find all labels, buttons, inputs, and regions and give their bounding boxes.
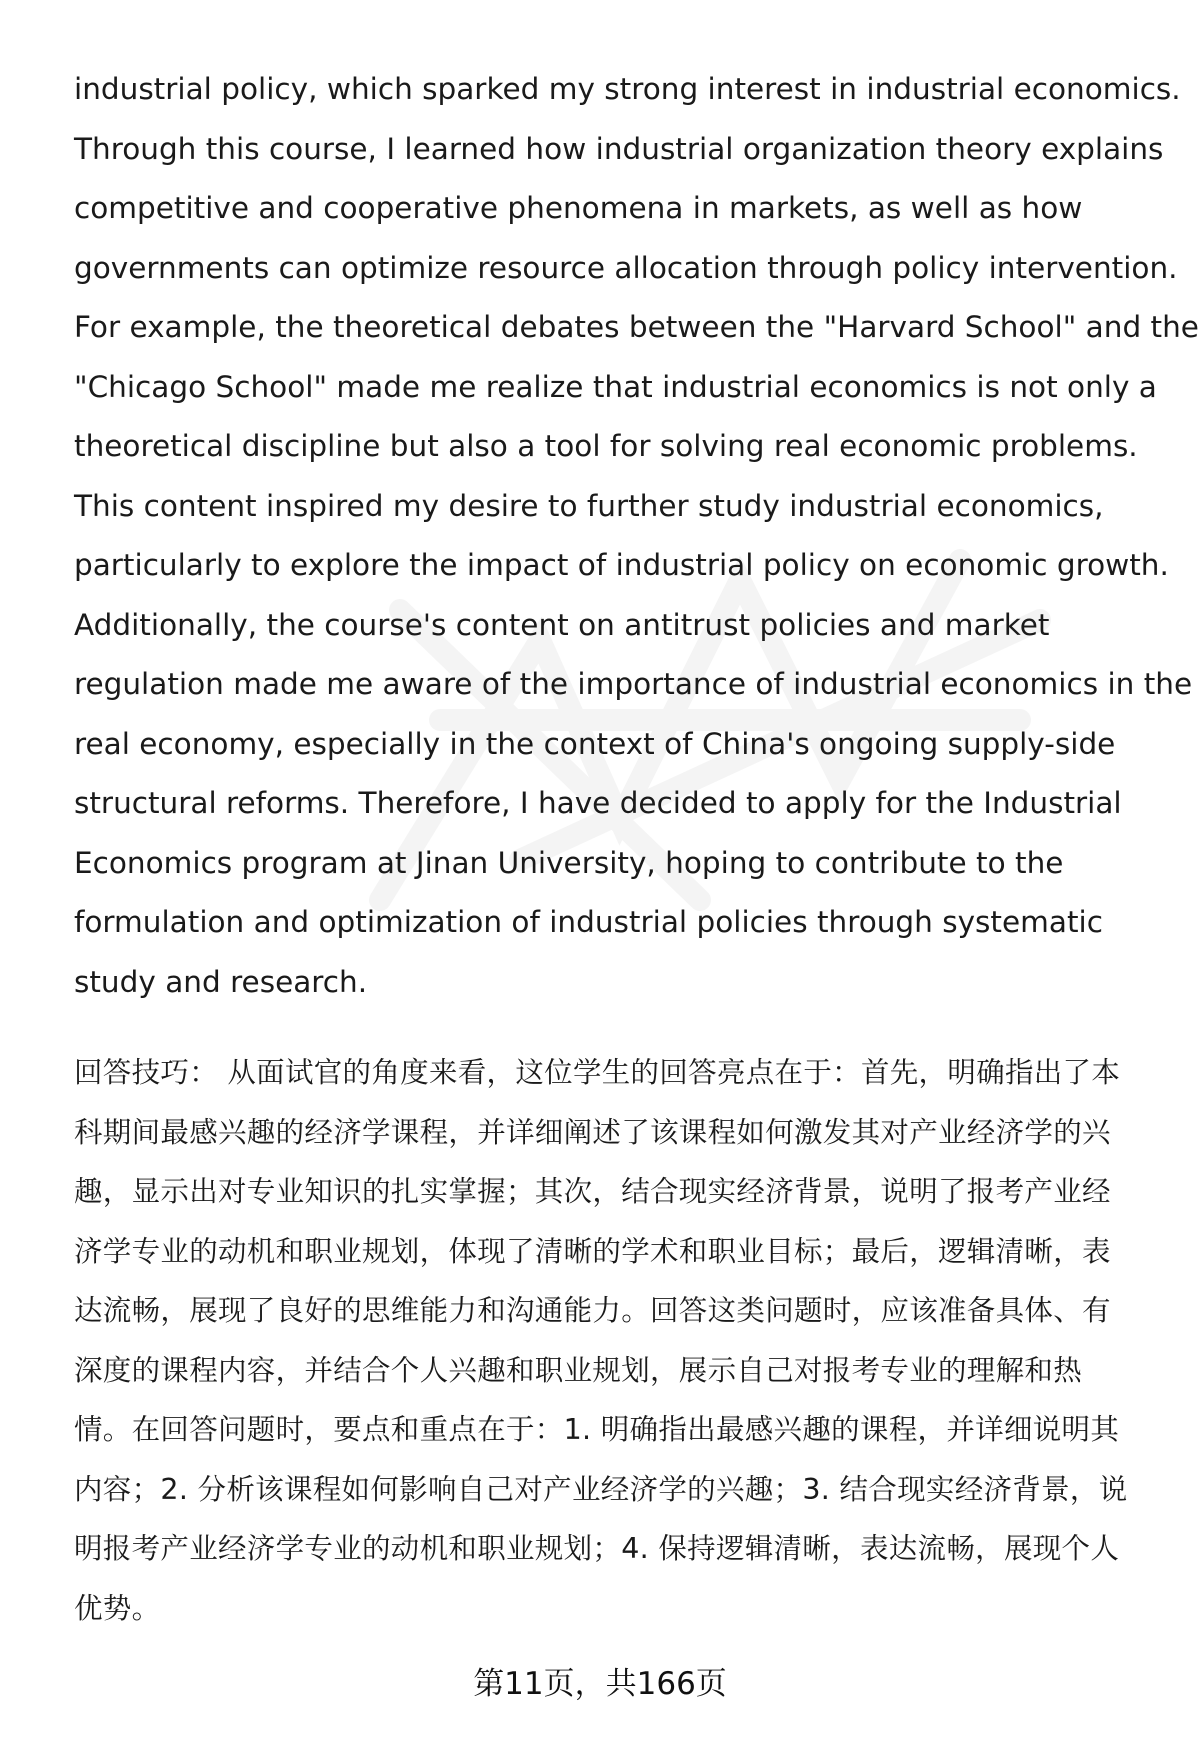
answer-line: real economy, especially in the context of China's ongoing supply-side xyxy=(74,726,1116,761)
tips-line: 科期间最感兴趣的经济学课程，并详细阐述了该课程如何激发其对产业经济学的兴 xyxy=(74,1115,1111,1149)
tips-line: 深度的课程内容，并结合个人兴趣和职业规划，展示自己对报考专业的理解和热 xyxy=(74,1353,1083,1387)
tips-line: 明报考产业经济学专业的动机和职业规划；4. 保持逻辑清晰，表达流畅，展现个人 xyxy=(74,1532,1120,1565)
answer-tips-paragraph xyxy=(74,1043,1154,1638)
answer-line: regulation made me aware of the importance of industrial economics in the xyxy=(74,667,1193,701)
answer-text-block xyxy=(74,60,1199,1012)
answer-line: "Chicago School" made me realize that industrial economics is not only a xyxy=(74,369,1157,404)
answer-line: governments can optimize resource allocation through policy intervention. xyxy=(74,250,1178,285)
answer-line: Through this course, I learned how industrial organization theory explains xyxy=(74,131,1164,166)
page-number-footer: 第11页，共166页 xyxy=(473,1666,727,1702)
answer-line: Additionally, the course's content on antitrust policies and market xyxy=(74,607,1050,642)
english-answer-paragraph xyxy=(74,60,1199,1012)
tips-line: 回答技巧： 从面试官的角度来看，这位学生的回答亮点在于：首先，明确指出了本 xyxy=(74,1056,1121,1089)
answer-line: theoretical discipline but also a tool for solving real economic problems. xyxy=(74,429,1138,463)
tips-line: 趣，显示出对专业知识的扎实掌握；其次，结合现实经济背景，说明了报考产业经 xyxy=(74,1175,1111,1208)
answer-line: particularly to explore the impact of industrial policy on economic growth. xyxy=(74,548,1169,582)
tips-line: 内容；2. 分析该课程如何影响自己对产业经济学的兴趣；3. 结合现实经济背景，说 xyxy=(74,1472,1128,1506)
answer-line: Economics program at Jinan University, hoping to contribute to the xyxy=(74,845,1064,880)
tips-line: 达流畅，展现了良好的思维能力和沟通能力。回答这类问题时，应该准备具体、有 xyxy=(74,1294,1111,1327)
tips-line: 优势。 xyxy=(74,1591,161,1625)
tips-line: 济学专业的动机和职业规划，体现了清晰的学术和职业目标；最后，逻辑清晰，表 xyxy=(74,1234,1111,1268)
answer-line: industrial policy, which sparked my strong interest in industrial economics. xyxy=(74,72,1181,106)
tips-line: 情。在回答问题时，要点和重点在于：1. 明确指出最感兴趣的课程，并详细说明其 xyxy=(74,1413,1120,1446)
answer-line: study and research. xyxy=(74,964,368,999)
answer-line: formulation and optimization of industrial policies through systematic xyxy=(74,905,1103,939)
answer-line: For example, the theoretical debates between the "Harvard School" and the xyxy=(74,310,1199,344)
answer-line: competitive and cooperative phenomena in markets, as well as how xyxy=(74,191,1083,225)
answer-line: structural reforms. Therefore, I have decided to apply for the Industrial xyxy=(74,786,1122,820)
answer-line: This content inspired my desire to further study industrial economics, xyxy=(74,488,1104,523)
